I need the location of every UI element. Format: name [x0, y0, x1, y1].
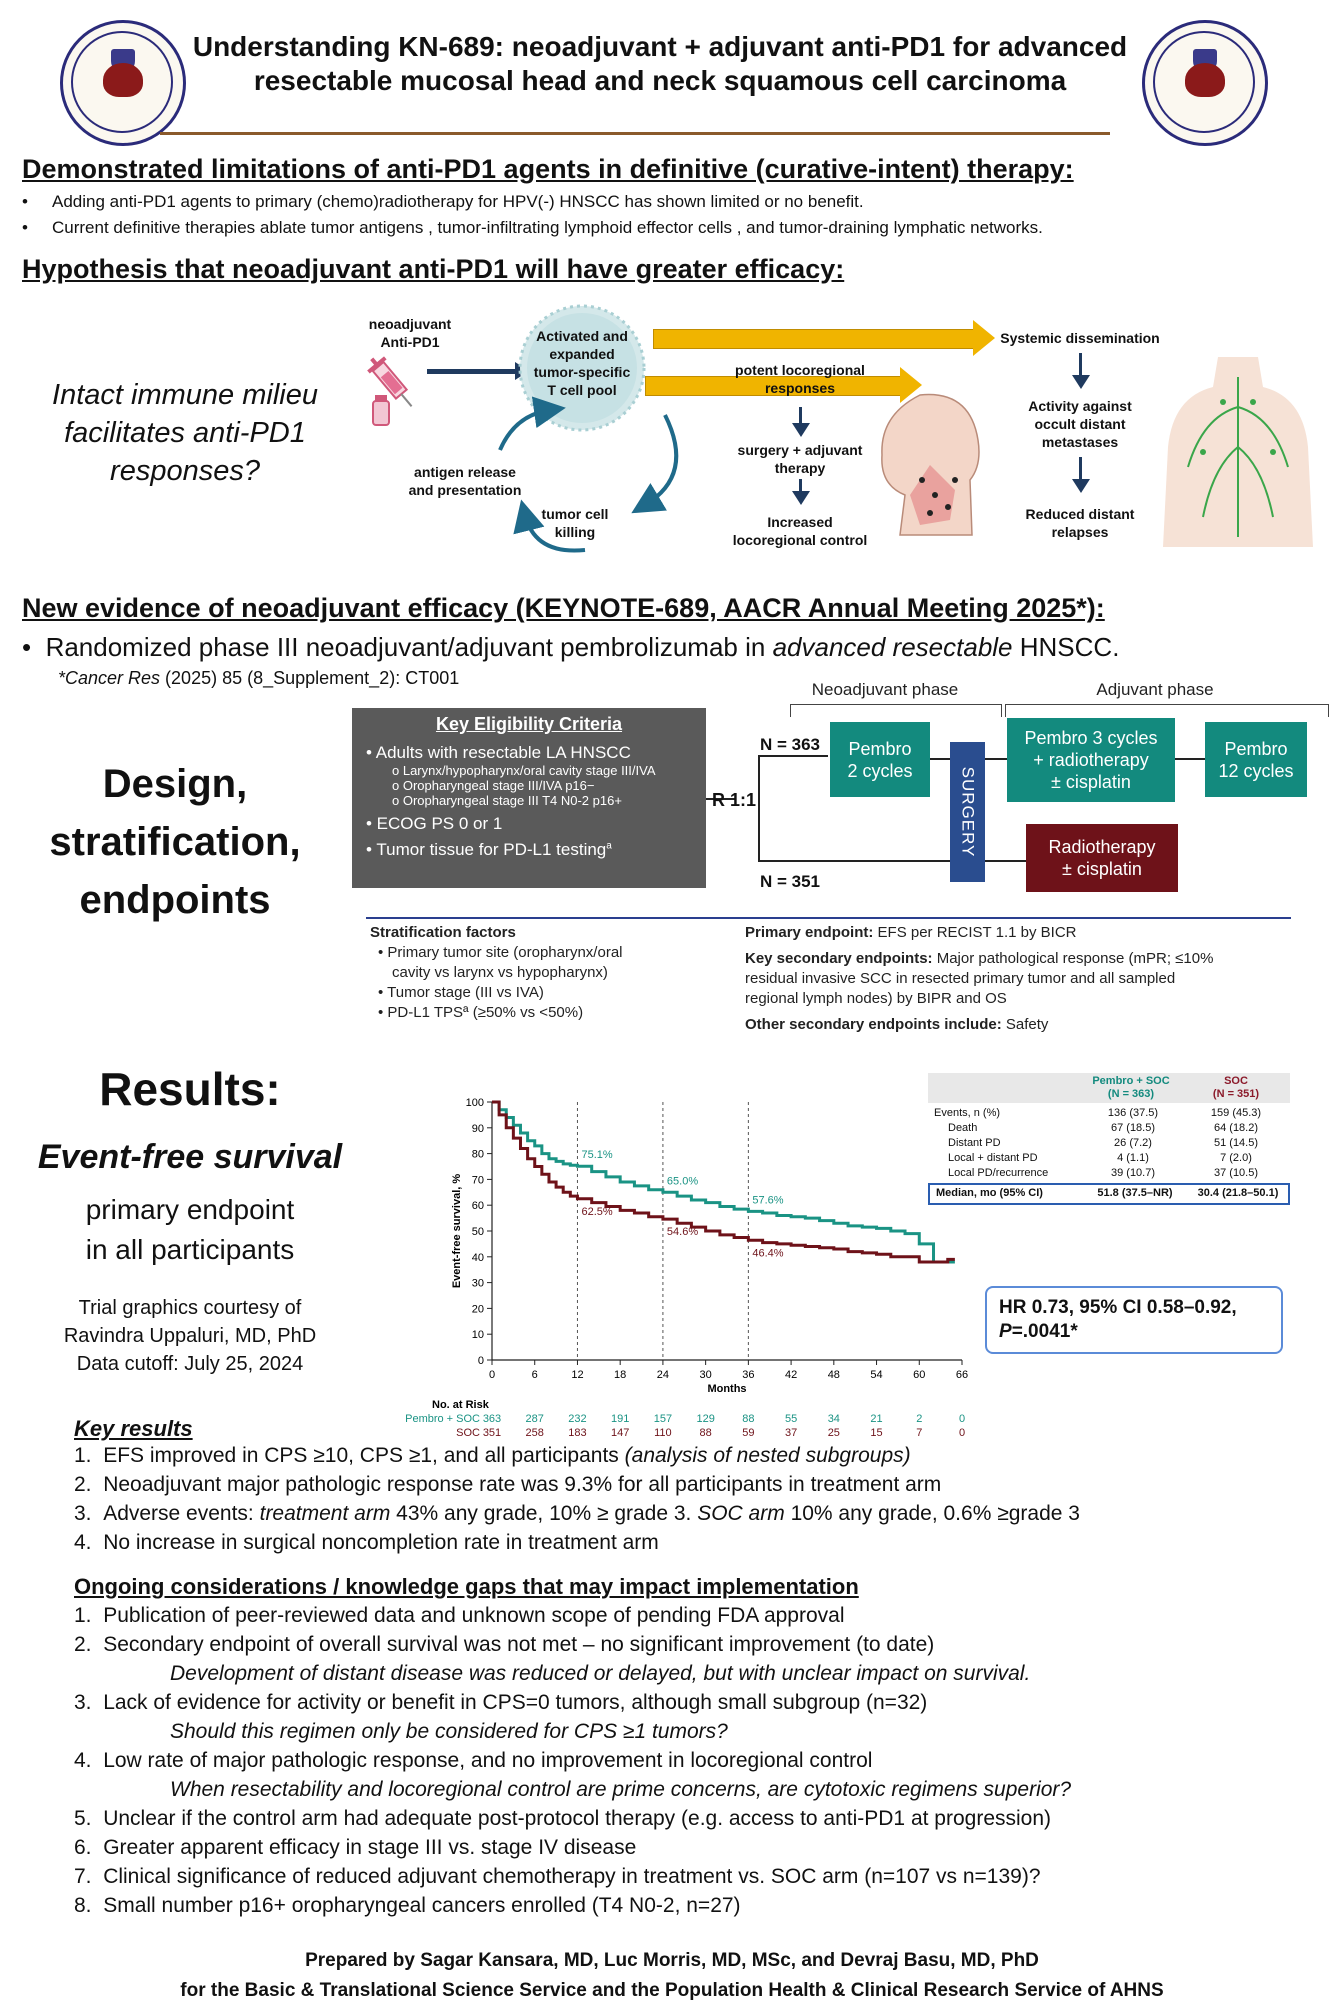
y-tick-label: 0 [477, 1355, 484, 1367]
neoadjuvant-label: neoadjuvant Anti-PD1 [368, 316, 452, 350]
at-risk-value: 351 [482, 1427, 502, 1439]
y-tick-label: 80 [471, 1148, 484, 1161]
neoadjuvant-phase-label: Neoadjuvant phase [811, 680, 959, 699]
survival-annotation: 75.1% [581, 1149, 613, 1162]
at-risk-value: 129 [696, 1413, 715, 1425]
survival-annotation: 46.4% [752, 1247, 784, 1260]
ongoing-item: 2. Secondary endpoint of overall survival was not met – no significant improvement (to date) [74, 1633, 935, 1656]
surgery-down-head [792, 491, 810, 505]
key-results-heading: Key results [74, 1416, 193, 1441]
limitations-heading: Demonstrated limitations of anti-PD1 agents in definitive (curative-intent) therapy: [22, 154, 1074, 184]
ongoing-item: 6. Greater apparent efficacy in stage III vs. stage IV disease [74, 1836, 637, 1859]
connector-to-surgery [930, 758, 950, 760]
new-evidence-bullet: • Randomized phase III neoadjuvant/adjuvant pembrolizumab in advanced resectable HNSCC. [22, 632, 1120, 662]
at-risk-title: No. at Risk [432, 1399, 489, 1411]
page-title: Understanding KN-689: neoadjuvant + adjuvant anti-PD1 for advanced resectable mucosal head and neck squamous cell carcinoma [192, 31, 1128, 96]
y-axis-label: Event-free survival, % [451, 1173, 463, 1289]
activity-down-head [1072, 479, 1090, 493]
ongoing-item: 4. Low rate of major pathologic response, and no improvement in locoregional control [74, 1749, 873, 1772]
systemic-label: Systemic dissemination [1000, 330, 1160, 346]
new-evidence-heading: New evidence of neoadjuvant efficacy (KEYNOTE-689, AACR Annual Meeting 2025*): [22, 593, 1105, 623]
at-risk-value: 363 [482, 1413, 502, 1425]
events-table: Pembro + SOC (N = 363) SOC (N = 351) Events, n (%) 136 (37.5) 159 (45.3) Death 67 (18.5) 64 (18.2) Distant PD 26 (7.2) 51 (14.5) Local + distant PD 4 (1.1) 7 (2.0) Local PD/recurrence 39 (10.7) 37 (10.5) Median, mo (95% CI) 51.8 (37.5–NR) 30.4 (21.8–50.1) [928, 1073, 1290, 1203]
y-tick-label: 30 [471, 1277, 484, 1290]
at-risk-value: 21 [870, 1413, 883, 1425]
trial-credit: Trial graphics courtesy of Ravindra Uppaluri, MD, PhD Data cutoff: July 25, 2024 [63, 1297, 317, 1375]
connector-to-pembro-12 [1175, 758, 1205, 760]
soc-branch-line [758, 860, 1026, 862]
at-risk-row-label: Pembro + SOC [405, 1413, 480, 1425]
y-tick-label: 20 [471, 1303, 484, 1316]
n-pembro: N = 363 [760, 735, 821, 754]
radiotherapy-box: Radiotherapy ± cisplatin [1026, 824, 1178, 892]
survival-annotation: 65.0% [666, 1175, 699, 1188]
systemic-arrow-head [973, 320, 995, 356]
vial-icon [369, 393, 393, 427]
killing-label: tumor cell killing [541, 506, 609, 540]
randomization-label: R 1:1 [712, 790, 757, 810]
at-risk-value: 191 [611, 1413, 630, 1425]
at-risk-value: 0 [958, 1413, 966, 1425]
efs-description: primary endpoint in all participants [85, 1194, 295, 1265]
x-tick-label: 30 [699, 1369, 712, 1381]
median-row: Median, mo (95% CI) 51.8 (37.5–NR) 30.4 (21.8–50.1) [928, 1183, 1290, 1205]
x-tick-label: 42 [784, 1369, 798, 1381]
at-risk-value: 183 [568, 1427, 587, 1439]
ongoing-item-subtext: When resectability and locoregional control are prime concerns, are cytotoxic regimens superior? [170, 1778, 1072, 1801]
ahns-logo-right [1142, 20, 1268, 146]
activity-label: Activity against occult distant metastases [1028, 398, 1132, 450]
surgery-box: SURGERY [950, 742, 985, 882]
design-divider [366, 917, 1291, 919]
at-risk-value: 37 [784, 1427, 798, 1439]
efs-subheading: Event-free survival [37, 1138, 343, 1176]
ahns-logo-left [60, 20, 186, 146]
pembro-2-cycles-box: Pembro 2 cycles [830, 722, 930, 797]
at-risk-value: 0 [958, 1427, 966, 1439]
connector-to-adjuvant [985, 758, 1007, 760]
ongoing-heading: Ongoing considerations / knowledge gaps that may impact implementation [74, 1574, 859, 1599]
hazard-ratio-box: HR 0.73, 95% CI 0.58–0.92, P=.0041* [985, 1286, 1283, 1354]
pembro-3-cycles-box: Pembro 3 cycles + radiotherapy ± cisplatin [1007, 718, 1175, 802]
systemic-arrow-shaft [653, 329, 975, 349]
title-divider [160, 132, 1110, 135]
surgery-label: surgery + adjuvant therapy [737, 442, 863, 476]
ongoing-item-subtext: Should this regimen only be considered for CPS ≥1 tumors? [170, 1720, 728, 1743]
y-tick-label: 40 [471, 1251, 484, 1264]
neoadjuvant-phase-bracket [790, 704, 1002, 717]
at-risk-value: 7 [916, 1427, 923, 1439]
at-risk-value: 88 [699, 1427, 712, 1439]
endpoints: Primary endpoint: EFS per RECIST 1.1 by BICR Key secondary endpoints: Major pathological response (mPR; ≤10% residual invasive SCC in resected primary tumor and all sampled regional lymph nodes) by BIPR and OS Other secondary endpoints include: Safety [745, 924, 1214, 1033]
eligibility-box: Key Eligibility Criteria • Adults with resectable LA HNSCC o Larynx/hypopharynx/oral cavity stage III/IVA o Oropharyngeal stage III/IVA p16− o Oropharyngeal stage III T4 N0-2 p16+ • ECOG PS 0 or 1 • Tumor tissue for PD-L1 testing$^a$ [352, 708, 706, 888]
design-side-label: Design, stratification, endpoints [49, 762, 301, 922]
x-tick-label: 48 [827, 1369, 840, 1381]
km-curve-soc [492, 1102, 955, 1262]
activity-down-shaft [1079, 457, 1082, 481]
survival-annotation: 57.6% [752, 1194, 784, 1207]
limitations-bullet-1: • Adding anti-PD1 agents to primary (chemo)radiotherapy for HPV(-) HNSCC has shown limited or no benefit. [52, 192, 864, 212]
at-risk-value: 88 [742, 1413, 755, 1425]
at-risk-row-label: SOC [456, 1427, 480, 1439]
at-risk-value: 287 [525, 1413, 544, 1425]
adjuvant-phase-bracket [1005, 704, 1329, 717]
x-tick-label: 18 [614, 1369, 627, 1381]
hypothesis-heading: Hypothesis that neoadjuvant anti-PD1 will have greater efficacy: [22, 254, 845, 284]
neoadj-arrow-shaft [427, 369, 517, 374]
stratification-factors: Stratification factors • Primary tumor site (oropharynx/oral cavity vs larynx vs hypopharynx) • Tumor stage (III vs IVA) • PD-L1 TPSª (≥50% vs <50%) [370, 924, 623, 1021]
randomization-vertical [758, 755, 760, 861]
y-tick-label: 60 [471, 1200, 484, 1213]
locoreg-down-head [792, 423, 810, 437]
adjuvant-phase-label: Adjuvant phase [1096, 680, 1214, 699]
pembro-12-cycles-box: Pembro 12 cycles [1205, 722, 1307, 797]
x-tick-label: 54 [870, 1369, 883, 1381]
x-tick-label: 36 [742, 1369, 755, 1381]
hypothesis-diagram [355, 305, 1325, 555]
citation: *Cancer Res (2025) 85 (8_Supplement_2): CT001 [58, 668, 460, 688]
footer-affiliation: for the Basic & Translational Science Service and the Population Health & Clinical Research Service of AHNS [180, 1980, 1164, 2001]
hypothesis-question: Intact immune milieu facilitates anti-PD1 responses? [52, 379, 318, 487]
ongoing-item-subtext: Development of distant disease was reduced or delayed, but with unclear impact on survival. [170, 1662, 1031, 1685]
head-neck-lymph-icon [860, 385, 1000, 545]
antigen-label: antigen release and presentation [408, 464, 522, 498]
at-risk-value: 258 [525, 1427, 544, 1439]
survival-annotation: 54.6% [666, 1226, 699, 1239]
ongoing-item: 5. Unclear if the control arm had adequate post-protocol therapy (e.g. access to anti-PD1 at progression) [74, 1807, 1052, 1830]
ongoing-item: 1. Publication of peer-reviewed data and unknown scope of pending FDA approval [74, 1604, 845, 1627]
pembro-branch-line [758, 755, 828, 757]
at-risk-value: 25 [827, 1427, 840, 1439]
systemic-down-head [1072, 375, 1090, 389]
at-risk-value: 147 [611, 1427, 630, 1439]
reduced-relapses-label: Reduced distant relapses [1025, 506, 1135, 540]
ongoing-item: 3. Lack of evidence for activity or benefit in CPS=0 tumors, although small subgroup (n=32) [74, 1691, 928, 1714]
n-soc: N = 351 [760, 872, 821, 891]
x-tick-label: 24 [656, 1369, 670, 1381]
at-risk-value: 59 [742, 1427, 755, 1439]
at-risk-value: 232 [568, 1413, 587, 1425]
survival-annotation: 62.5% [581, 1205, 613, 1218]
at-risk-value: 2 [916, 1413, 923, 1425]
x-tick-label: 60 [913, 1369, 926, 1381]
results-heading: Results: [99, 1063, 281, 1115]
ongoing-item: 8. Small number p16+ oropharyngeal cancers enrolled (T4 N0-2, n=27) [74, 1894, 741, 1917]
y-tick-label: 100 [465, 1097, 484, 1109]
ongoing-item: 7. Clinical significance of reduced adjuvant chemotherapy in treatment vs. SOC arm (n=107 vs n=139)? [74, 1865, 1041, 1888]
y-tick-label: 50 [471, 1226, 484, 1238]
x-tick-label: 6 [531, 1369, 538, 1381]
ongoing-list [74, 1604, 1334, 1924]
at-risk-value: 157 [653, 1413, 673, 1425]
x-tick-label: 12 [571, 1369, 584, 1381]
km-curve-pembro [492, 1102, 955, 1262]
y-tick-label: 10 [471, 1329, 484, 1342]
t-cell-label: Activated and expanded tumor-specific T cell pool [533, 328, 631, 398]
increased-control-label: Increased locoregional control [732, 514, 868, 548]
footer-authors: Prepared by Sagar Kansara, MD, Luc Morris, MD, MSc, and Devraj Basu, MD, PhD [305, 1950, 1039, 1971]
limitations-bullet-2: • Current definitive therapies ablate tumor antigens , tumor-infiltrating lymphoid effector cells , and tumor-draining lymphatic networks. [52, 218, 1043, 238]
at-risk-value: 34 [827, 1413, 840, 1425]
at-risk-value: 110 [654, 1427, 672, 1439]
at-risk-value: 15 [870, 1427, 883, 1439]
x-axis-label: Months [707, 1383, 747, 1395]
y-tick-label: 70 [471, 1174, 484, 1187]
y-tick-label: 90 [471, 1122, 484, 1135]
x-tick-label: 66 [955, 1369, 969, 1381]
systemic-down-shaft [1079, 353, 1082, 377]
x-tick-label: 0 [488, 1369, 496, 1381]
locoregional-label: potent locoregional responses [735, 362, 865, 396]
body-lymphatic-icon [1163, 357, 1313, 547]
at-risk-value: 55 [784, 1413, 798, 1425]
